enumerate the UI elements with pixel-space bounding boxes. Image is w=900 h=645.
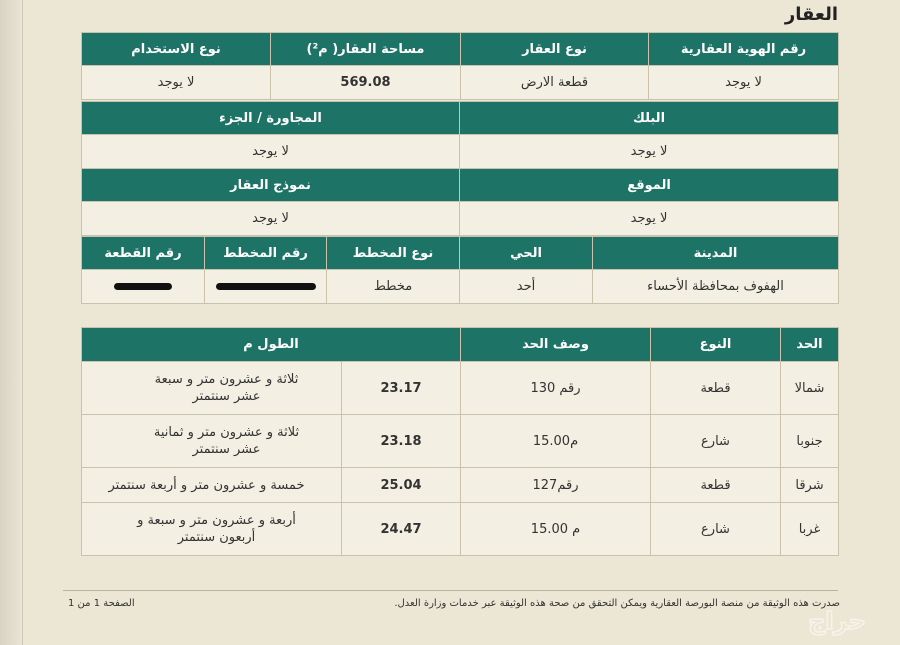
boundary-desc: رقم127 — [461, 468, 651, 503]
boundary-side: غربا — [781, 503, 839, 556]
value-city: الهفوف بمحافظة الأحساء — [593, 270, 839, 304]
header-boundary: الحد — [781, 328, 839, 362]
boundary-desc: رقم 130 — [461, 362, 651, 415]
value-neighborhood-part: لا يوجد — [82, 135, 460, 169]
header-city: المدينة — [593, 237, 839, 270]
boundary-desc: م15.00 — [461, 415, 651, 468]
header-plan-type: نوع المخطط — [327, 237, 460, 270]
boundary-length-text: ثلاثة و عشرون متر و ثمانية عشر سنتمتر — [82, 415, 342, 468]
header-location: الموقع — [460, 169, 839, 202]
watermark-text: حراج — [808, 607, 866, 635]
boundary-length: 24.47 — [342, 503, 461, 556]
header-plot-number: رقم القطعة — [82, 237, 205, 270]
block-table — [81, 101, 839, 169]
boundary-length: 23.18 — [342, 415, 461, 468]
header-property-type: نوع العقار — [461, 33, 649, 66]
header-block: البلك — [460, 102, 839, 135]
value-usage-type: لا يوجد — [82, 66, 271, 100]
header-length: الطول م — [82, 328, 461, 362]
header-boundary-desc: وصف الحد — [461, 328, 651, 362]
value-district: أحد — [460, 270, 593, 304]
value-plan-type: مخطط — [327, 270, 460, 304]
header-usage-type: نوع الاستخدام — [82, 33, 271, 66]
header-plan-number: رقم المخطط — [205, 237, 327, 270]
table-row — [82, 415, 839, 468]
table-row — [82, 468, 839, 503]
header-property-model: نموذج العقار — [82, 169, 460, 202]
redaction-mark — [216, 283, 316, 290]
boundary-length-text: خمسة و عشرون متر و أربعة سنتمتر — [82, 468, 342, 503]
boundaries-table — [81, 327, 839, 556]
boundary-side: شرقا — [781, 468, 839, 503]
boundary-type: شارع — [651, 415, 781, 468]
value-property-id: لا يوجد — [649, 66, 839, 100]
boundary-length-text: أربعة و عشرون متر و سبعة و أربعون سنتمتر — [82, 503, 342, 556]
boundary-length: 25.04 — [342, 468, 461, 503]
boundary-length: 23.17 — [342, 362, 461, 415]
boundary-side: جنوبا — [781, 415, 839, 468]
boundary-type: قطعة — [651, 362, 781, 415]
boundary-type: شارع — [651, 503, 781, 556]
boundary-side: شمالا — [781, 362, 839, 415]
table-row — [82, 362, 839, 415]
boundary-desc: م 15.00 — [461, 503, 651, 556]
value-block: لا يوجد — [460, 135, 839, 169]
value-plot-number-redacted — [82, 270, 205, 304]
boundary-type: قطعة — [651, 468, 781, 503]
haraj-watermark-logo — [782, 601, 892, 641]
header-neighborhood-part: المجاورة / الجزء — [82, 102, 460, 135]
city-table — [81, 236, 839, 304]
value-property-area: 569.08 — [271, 66, 461, 100]
header-property-id: رقم الهوية العقارية — [649, 33, 839, 66]
page-number: الصفحة 1 من 1 — [68, 598, 135, 609]
redaction-mark — [114, 283, 172, 290]
boundary-length-text: ثلاثة و عشرون متر و سبعة عشر سنتمتر — [82, 362, 342, 415]
value-property-model: لا يوجد — [82, 202, 460, 236]
footer-divider — [63, 590, 838, 591]
page-edge — [0, 0, 23, 645]
header-boundary-type: النوع — [651, 328, 781, 362]
header-district: الحي — [460, 237, 593, 270]
table-row — [82, 503, 839, 556]
value-location: لا يوجد — [460, 202, 839, 236]
section-title: العقار — [784, 4, 838, 25]
value-property-type: قطعة الارض — [461, 66, 649, 100]
value-plan-number-redacted — [205, 270, 327, 304]
property-info-table — [81, 32, 839, 100]
footer-note: صدرت هذه الوثيقة من منصة البورصة العقارية ويمكن التحقق من صحة هذه الوثيقة عبر خدمات وزارة العدل. — [394, 598, 840, 609]
header-property-area: مساحة العقار( م²) — [271, 33, 461, 66]
location-table — [81, 168, 839, 236]
